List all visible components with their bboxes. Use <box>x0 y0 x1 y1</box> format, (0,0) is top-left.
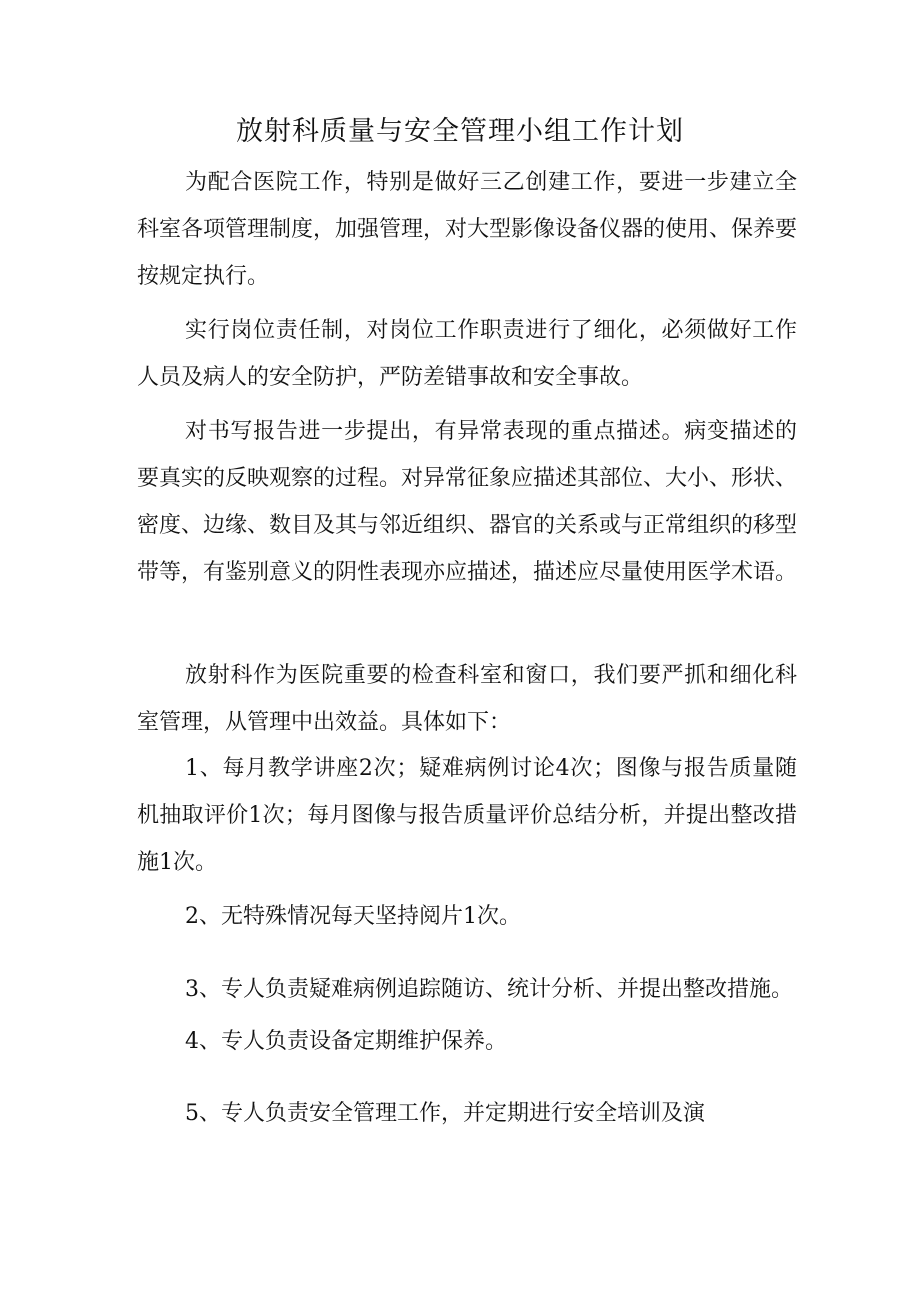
list-item-3: 3、专人负责疑难病例追踪随访、统计分析、并提出整改措施。 <box>185 977 793 1002</box>
list-item-1: 1、每月教学讲座2次；疑难病例讨论4次；图像与报告质量随机抽取评价1次；每月图像与报告质量评价总结分析，并提出整改措施1次。 <box>137 756 797 875</box>
list-item-4: 4、专人负责设备定期维护保养。 <box>185 1029 507 1054</box>
paragraph-intro: 为配合医院工作，特别是做好三乙创建工作，要进一步建立全科室各项管理制度，加强管理，对大型影像设备仪器的使用、保养要按规定执行。 <box>137 170 798 289</box>
document-title: 放射科质量与安全管理小组工作计划 <box>236 116 684 147</box>
paragraph-management: 放射科作为医院重要的检查科室和窗口，我们要严抓和细化科室管理，从管理中出效益。具体如下： <box>137 663 797 735</box>
paragraph-report-writing: 对书写报告进一步提出，有异常表现的重点描述。病变描述的要真实的反映观察的过程。对异常征象应描述其部位、大小、形状、密度、边缘、数目及其与邻近组织、器官的关系或与正常组织的移型带等，有鉴别意义的阴性表现亦应描述，描述应尽量使用医学术语。 <box>137 419 798 585</box>
list-item-5: 5、专人负责安全管理工作，并定期进行安全培训及演 <box>185 1101 705 1126</box>
paragraph-responsibility: 实行岗位责任制，对岗位工作职责进行了细化，必须做好工作人员及病人的安全防护，严防差错事故和安全事故。 <box>137 318 797 390</box>
list-item-2: 2、无特殊情况每天坚持阅片1次。 <box>185 904 521 929</box>
